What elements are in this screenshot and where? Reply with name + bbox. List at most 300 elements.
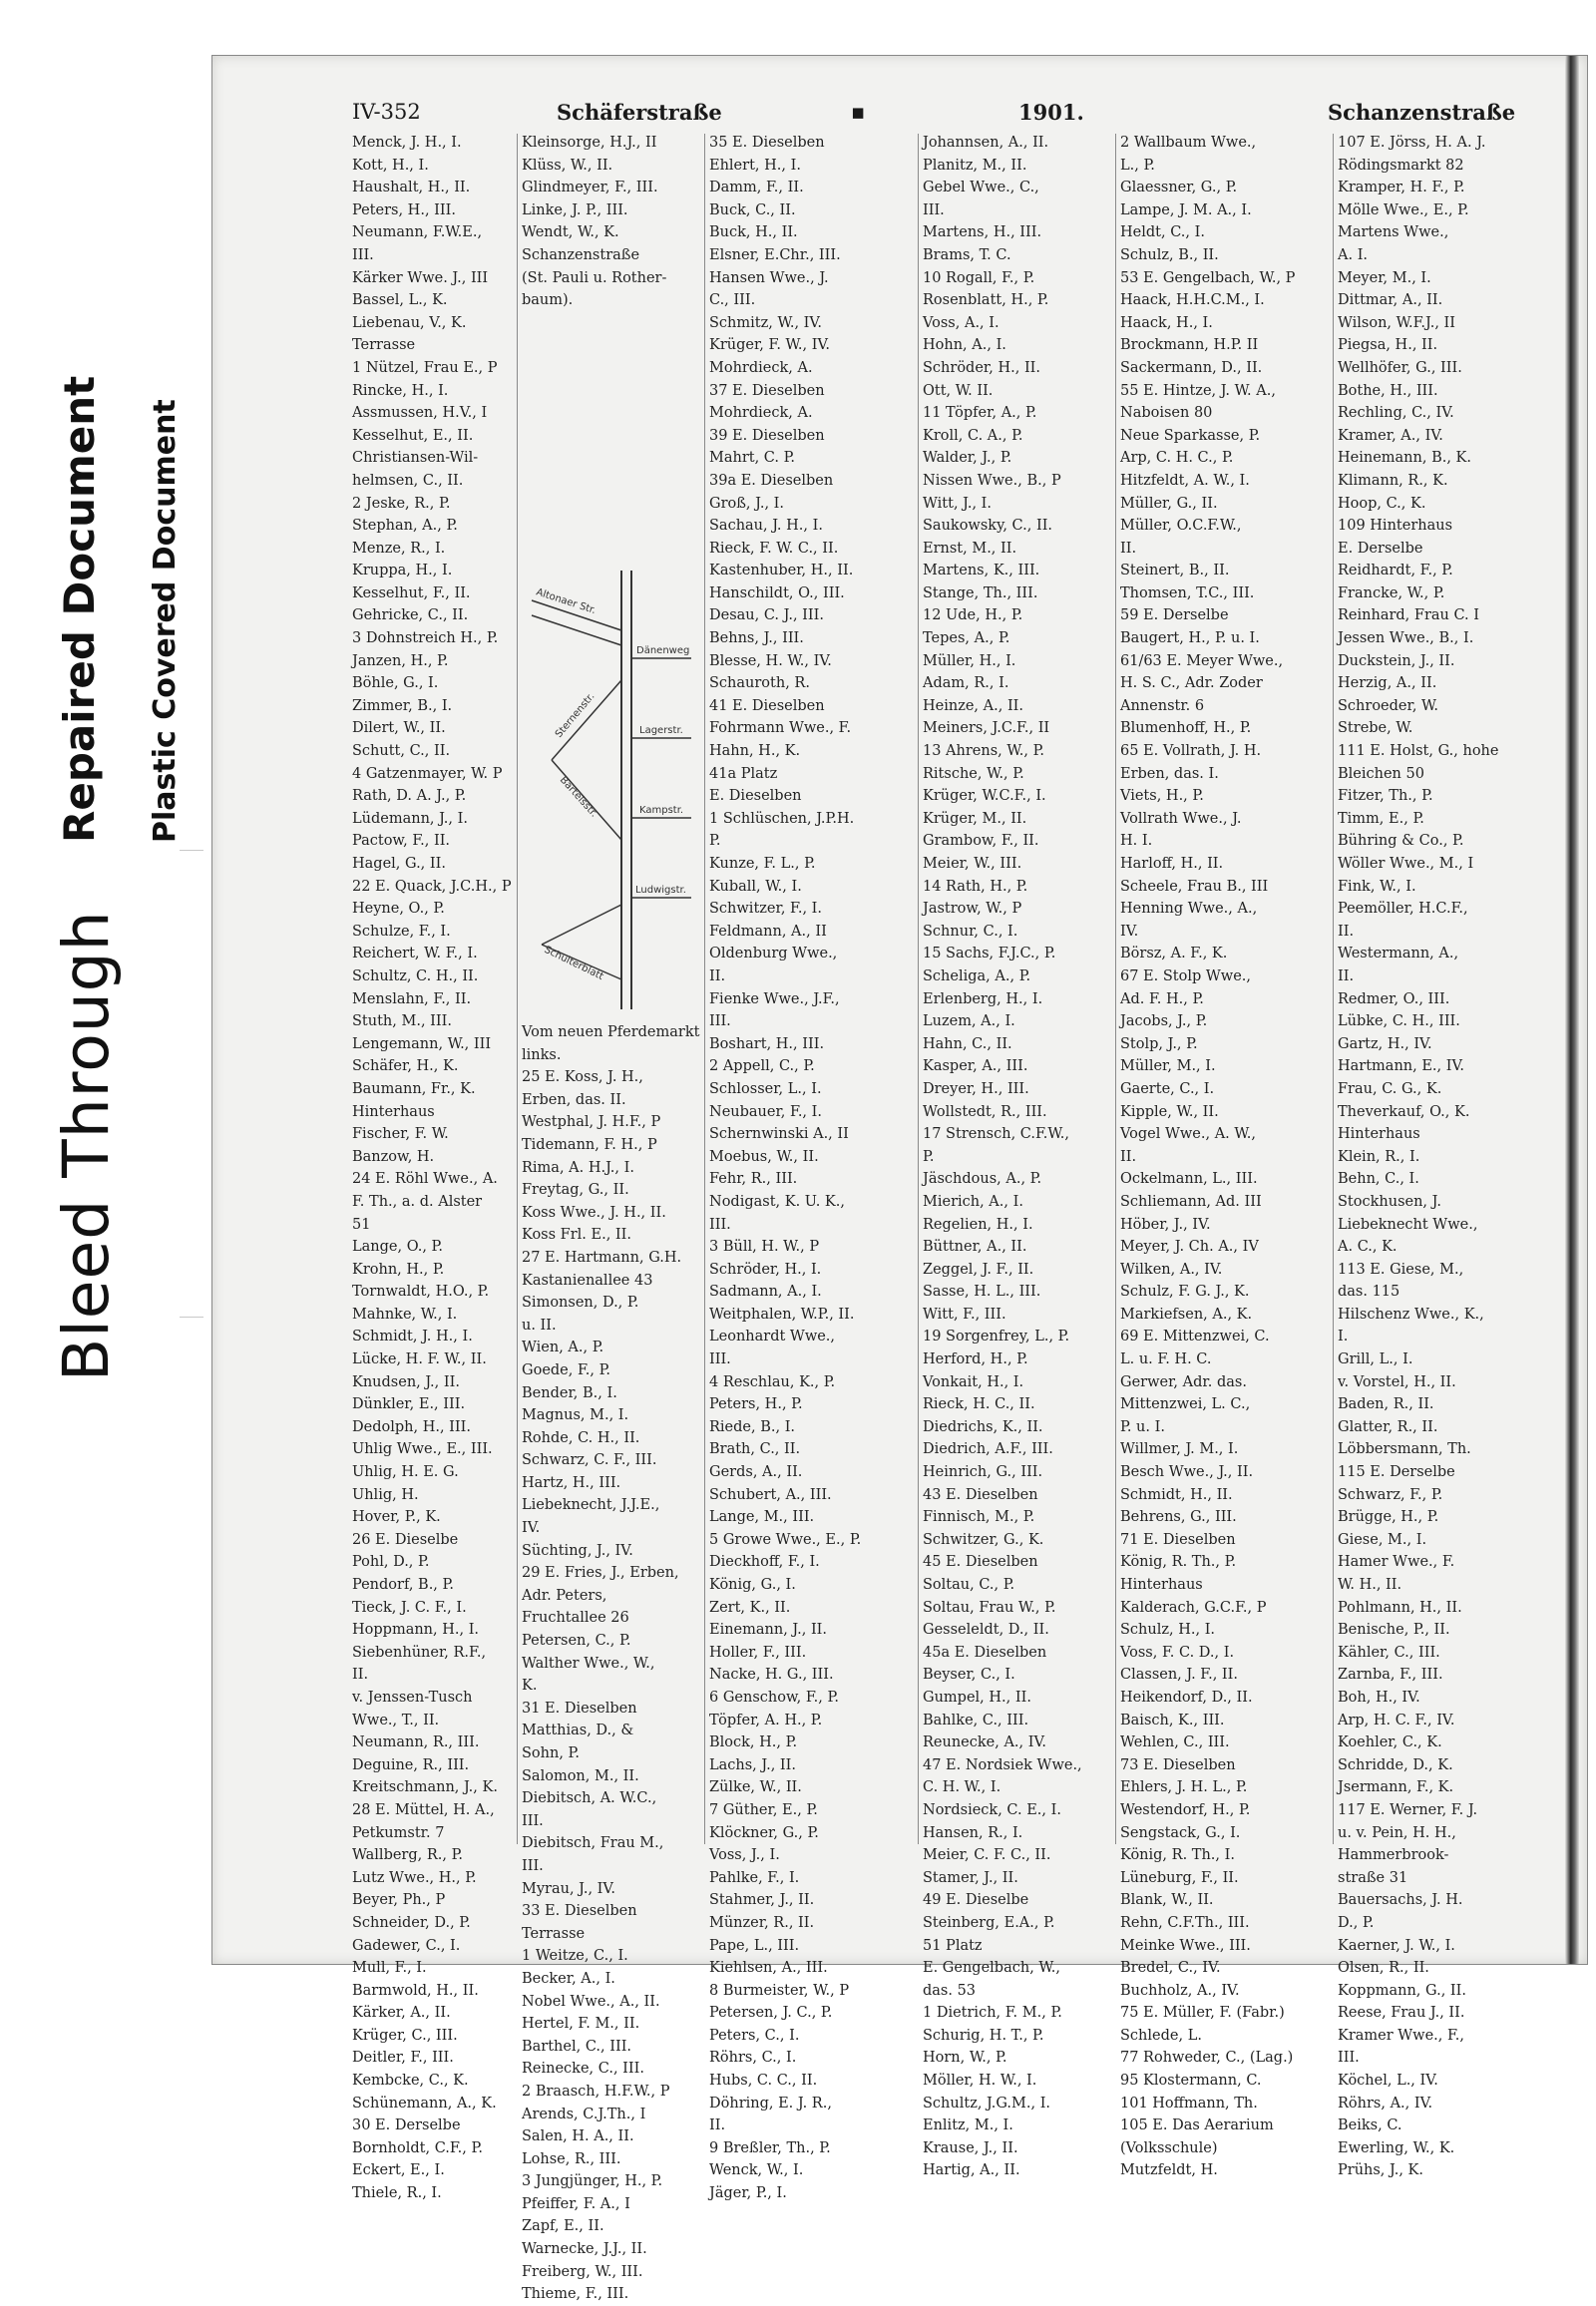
directory-entry: Baumann, Fr., K. — [352, 1080, 476, 1097]
map-label-ludwigstr: Ludwigstr. — [635, 885, 686, 896]
directory-entry: 73 E. Dieselben — [1120, 1756, 1236, 1773]
directory-entry: König, G., I. — [709, 1577, 796, 1593]
column-rule — [1115, 134, 1116, 1844]
directory-entry: Arends, C.J.Th., I — [522, 2106, 646, 2122]
directory-entry: Westphal, J. H.F., P — [522, 1114, 661, 1131]
map-label-daenenweg: Dänenweg — [636, 645, 690, 656]
directory-entry: III. — [522, 1857, 544, 1874]
directory-entry: Riede, B., I. — [709, 1418, 796, 1435]
directory-entry: Schultz, J.G.M., I. — [923, 2095, 1051, 2112]
directory-entry: 61/63 E. Meyer Wwe., — [1120, 652, 1284, 669]
directory-entry: Boh, H., IV. — [1338, 1689, 1420, 1706]
directory-entry: Münzer, R., II. — [709, 1914, 815, 1931]
directory-entry: Timm, E., P. — [1338, 810, 1424, 827]
directory-entry: Voss, F. C. D., I. — [1120, 1644, 1235, 1661]
directory-entry: Regelien, H., I. — [923, 1216, 1033, 1233]
directory-entry: Hagel, G., II. — [352, 856, 446, 872]
directory-entry: Jastrow, W., P — [923, 901, 1022, 918]
directory-entry: 51 — [352, 1216, 371, 1233]
directory-entry: Schnur, C., I. — [923, 923, 1018, 940]
directory-entry: (Volksschule) — [1120, 2139, 1218, 2156]
directory-entry: Behrens, G., III. — [1120, 1509, 1237, 1526]
directory-entry: Schauroth, R. — [709, 675, 810, 692]
year-heading: 1901. — [1018, 100, 1084, 125]
directory-entry: Liebeknecht Wwe., — [1338, 1216, 1478, 1233]
directory-entry: Enlitz, M., I. — [923, 2117, 1013, 2134]
directory-entry: Sadmann, A., I. — [709, 1284, 822, 1301]
directory-entry: Buck, H., II. — [709, 224, 798, 241]
directory-entry: 113 E. Giese, M., — [1338, 1261, 1464, 1278]
directory-entry: Schmidt, H., II. — [1120, 1486, 1233, 1503]
directory-entry: Harloff, H., II. — [1120, 856, 1224, 872]
directory-entry: Gartz, H., IV. — [1338, 1035, 1432, 1052]
directory-entry: Hansen Wwe., J. — [709, 269, 829, 286]
directory-entry: 4 Reschlau, K., P. — [709, 1373, 836, 1390]
directory-entry: Rödingsmarkt 82 — [1338, 157, 1464, 174]
directory-entry: Schubert, A., III. — [709, 1486, 832, 1503]
directory-entry: 107 E. Jörss, H. A. J. — [1338, 135, 1486, 151]
directory-entry: K. — [522, 1678, 538, 1695]
directory-entry: Lutz Wwe., H., P. — [352, 1869, 477, 1886]
directory-entry: Fohrmann Wwe., F. — [709, 720, 852, 737]
directory-entry: Haack, H.H.C.M., I. — [1120, 292, 1265, 309]
directory-entry: Schutt, C., II. — [352, 743, 451, 760]
directory-entry: P. — [923, 1148, 935, 1165]
directory-entry: Henning Wwe., A., — [1120, 901, 1258, 918]
directory-entry: 101 Hoffmann, Th. — [1120, 2095, 1258, 2112]
directory-entry: Lange, O., P. — [352, 1239, 443, 1256]
directory-column-3 — [709, 132, 913, 2202]
directory-entry: Rehn, C.F.Th., III. — [1120, 1914, 1250, 1931]
directory-entry: Luzem, A., I. — [923, 1013, 1015, 1030]
directory-entry: Schurig, H. T., P. — [923, 2027, 1044, 2044]
directory-entry: 45 E. Dieselben — [923, 1554, 1038, 1571]
directory-entry: Mölle Wwe., E., P. — [1338, 201, 1469, 218]
directory-entry: Bühring & Co., P. — [1338, 833, 1464, 850]
directory-entry: 51 Platz — [923, 1937, 983, 1954]
directory-entry: Meyer, M., I. — [1338, 269, 1431, 286]
directory-entry: 8 Burmeister, W., P — [709, 1982, 850, 1999]
directory-entry: Wwe., T., II. — [352, 1712, 440, 1729]
directory-entry: Büttner, A., II. — [923, 1239, 1027, 1256]
directory-entry: Wollstedt, R., III. — [923, 1103, 1047, 1120]
page-header — [352, 96, 1527, 136]
directory-entry: Lübke, C. H., III. — [1338, 1013, 1460, 1030]
directory-entry: Hohn, A., I. — [923, 337, 1006, 354]
directory-entry: König, R. Th., I. — [1120, 1847, 1235, 1864]
directory-entry: 117 E. Werner, F. J. — [1338, 1801, 1478, 1818]
directory-entry: Voss, J., I. — [709, 1847, 780, 1864]
directory-entry: Kott, H., I. — [352, 157, 429, 174]
directory-entry: Deguine, R., III. — [352, 1756, 470, 1773]
street-line — [532, 615, 621, 645]
directory-entry: Dilert, W., II. — [352, 720, 446, 737]
directory-entry: Krüger, M., II. — [923, 810, 1027, 827]
directory-entry: Banzow, H. — [352, 1148, 435, 1165]
directory-entry: Baden, R., II. — [1338, 1396, 1434, 1413]
directory-entry: Tidemann, F. H., P — [522, 1136, 657, 1153]
directory-entry: Köchel, L., IV. — [1338, 2073, 1438, 2090]
directory-entry: Diedrichs, K., II. — [923, 1418, 1043, 1435]
directory-entry: Dittmar, A., II. — [1338, 292, 1443, 309]
directory-entry: I. — [1338, 1329, 1349, 1345]
directory-entry: 37 E. Dieselben — [709, 382, 825, 399]
directory-entry: Beiks, C. — [1338, 2117, 1402, 2134]
directory-entry: Töpfer, A. H., P. — [709, 1712, 823, 1729]
directory-entry: A. C., K. — [1338, 1239, 1397, 1256]
directory-entry: Brügge, H., P. — [1338, 1509, 1439, 1526]
directory-entry: Hansen, R., I. — [923, 1824, 1023, 1841]
directory-entry: Schneider, D., P. — [352, 1914, 471, 1931]
directory-columns — [352, 132, 1527, 2303]
directory-entry: 4 Gatzenmayer, W. P — [352, 765, 503, 782]
directory-entry: Bender, B., I. — [522, 1384, 617, 1401]
directory-entry: Pfeiffer, F. A., I — [522, 2195, 630, 2212]
directory-entry: Salen, H. A., II. — [522, 2128, 634, 2145]
directory-entry: Hoop, C., K. — [1338, 495, 1426, 512]
directory-entry: Kramer Wwe., F., — [1338, 2027, 1465, 2044]
directory-entry: 5 Growe Wwe., E., P. — [709, 1531, 862, 1548]
directory-entry: Nacke, H. G., III. — [709, 1667, 834, 1684]
directory-entry: C. H. W., I. — [923, 1779, 1001, 1796]
directory-entry: Fehr, R., III. — [709, 1171, 798, 1188]
directory-entry: Neumann, R., III. — [352, 1734, 480, 1751]
directory-entry: Ehlers, J. H. L., P. — [1120, 1779, 1248, 1796]
directory-entry: Mohrdieck, A. — [709, 405, 813, 422]
directory-entry: Uhlig, H. E. G. — [352, 1464, 459, 1481]
column-rule — [704, 134, 705, 1844]
directory-entry: Schwitzer, G., K. — [923, 1531, 1044, 1548]
directory-entry: Fitzer, Th., P. — [1338, 788, 1433, 805]
directory-entry: Glaessner, G., P. — [1120, 180, 1238, 196]
directory-entry: Vonkait, H., I. — [923, 1373, 1024, 1390]
directory-entry: Jsermann, F., K. — [1338, 1779, 1454, 1796]
directory-entry: 11 Töpfer, A., P. — [923, 405, 1037, 422]
directory-entry: 1 Schlüschen, J.P.H. — [709, 810, 855, 827]
directory-entry: 41a Platz — [709, 765, 778, 782]
directory-entry: Martens, K., III. — [923, 563, 1040, 579]
directory-entry: Lohse, R., III. — [522, 2150, 621, 2167]
directory-entry: (St. Pauli u. Rother- — [522, 269, 667, 286]
directory-entry: Kipple, W., II. — [1120, 1103, 1219, 1120]
directory-entry: Lücke, H. F. W., II. — [352, 1351, 487, 1368]
directory-entry: Meier, W., III. — [923, 856, 1022, 872]
directory-entry: Meyer, J. Ch. A., IV — [1120, 1239, 1259, 1256]
directory-entry: 10 Rogall, F., P. — [923, 269, 1035, 286]
directory-entry: Kiehlsen, A., III. — [709, 1960, 828, 1977]
map-label-bartelsstr: Bartelsstr. — [557, 774, 599, 820]
directory-entry: Rosenblatt, H., P. — [923, 292, 1049, 309]
directory-entry: Wallberg, R., P. — [352, 1847, 464, 1864]
directory-entry: Bauersachs, J. H. — [1338, 1892, 1463, 1909]
directory-entry: Schulz, F. G. J., K. — [1120, 1284, 1250, 1301]
directory-entry: Tornwaldt, H.O., P. — [352, 1284, 490, 1301]
directory-entry: Vogel Wwe., A. W., — [1120, 1126, 1256, 1143]
directory-entry: Hubs, C. C., II. — [709, 2073, 818, 2090]
directory-entry: Wilken, A., IV. — [1120, 1261, 1223, 1278]
directory-entry: E. Derselbe — [1338, 540, 1423, 557]
directory-entry: Jacobs, J., P. — [1120, 1013, 1208, 1030]
column-2-bottom — [522, 1021, 699, 2306]
directory-entry: Damm, F., II. — [709, 180, 804, 196]
directory-entry: Thiele, R., I. — [352, 2185, 442, 2202]
directory-entry: 31 E. Dieselben — [522, 1700, 637, 1717]
directory-entry: Reinhard, Frau C. I — [1338, 607, 1479, 624]
directory-entry: II. — [1338, 967, 1355, 984]
directory-entry: 22 E. Quack, J.C.H., P — [352, 878, 512, 895]
directory-entry: Bahlke, C., III. — [923, 1712, 1029, 1729]
directory-entry: Planitz, M., II. — [923, 157, 1027, 174]
directory-entry: Stephan, A., P. — [352, 518, 458, 535]
directory-entry: Bredel, C., IV. — [1120, 1960, 1221, 1977]
directory-entry: Hartmann, E., IV. — [1338, 1058, 1465, 1075]
directory-entry: Müller, H., I. — [923, 652, 1016, 669]
directory-entry: Ockelmann, L., III. — [1120, 1171, 1258, 1188]
directory-entry: Baugert, H., P. u. I. — [1120, 630, 1260, 647]
directory-entry: Kastenhuber, H., II. — [709, 563, 854, 579]
directory-entry: Heinrich, G., III. — [923, 1464, 1043, 1481]
directory-entry: Gadewer, C., I. — [352, 1937, 461, 1954]
directory-entry: Koss Wwe., J. H., II. — [522, 1204, 666, 1221]
directory-entry: L., P. — [1120, 157, 1155, 174]
directory-entry: 105 E. Das Aerarium — [1120, 2117, 1274, 2134]
directory-entry: H. I. — [1120, 833, 1153, 850]
directory-entry: Soltau, Frau W., P. — [923, 1599, 1056, 1616]
directory-entry: Schulze, F., I. — [352, 923, 451, 940]
directory-entry: Kesselhut, E., II. — [352, 427, 474, 444]
directory-entry: Kastanienallee 43 — [522, 1272, 653, 1289]
directory-entry: u. v. Pein, H. H., — [1338, 1824, 1456, 1841]
directory-entry: Kasper, A., III. — [923, 1058, 1028, 1075]
directory-entry: Koehler, C., K. — [1338, 1734, 1442, 1751]
directory-entry: Blesse, H. W., IV. — [709, 652, 832, 669]
directory-entry: Pape, L., III. — [709, 1937, 800, 1954]
directory-entry: Hoppmann, H., I. — [352, 1622, 480, 1639]
directory-entry: Hartz, H., III. — [522, 1474, 621, 1491]
directory-entry: 49 E. Dieselbe — [923, 1892, 1029, 1909]
directory-entry: Heldt, C., I. — [1120, 224, 1205, 241]
directory-entry: Einemann, J., II. — [709, 1622, 828, 1639]
directory-entry: IV. — [522, 1520, 541, 1537]
directory-entry: Petkumstr. 7 — [352, 1824, 445, 1841]
directory-entry: 3 Dohnstreich H., P. — [352, 630, 499, 647]
directory-entry: 71 E. Dieselben — [1120, 1531, 1236, 1548]
directory-entry: 25 E. Koss, J. H., — [522, 1069, 643, 1086]
directory-entry: Gehricke, C., II. — [352, 607, 469, 624]
directory-entry: 77 Rohweder, C., (Lag.) — [1120, 2050, 1294, 2067]
directory-entry: Möller, H. W., I. — [923, 2073, 1037, 2090]
directory-entry: Heikendorf, D., II. — [1120, 1689, 1253, 1706]
directory-entry: 115 E. Derselbe — [1338, 1464, 1455, 1481]
directory-entry: II. — [1120, 540, 1137, 557]
street-map — [522, 561, 699, 1019]
directory-page — [211, 55, 1588, 2303]
banner-divider — [180, 850, 203, 851]
directory-entry: III. — [923, 201, 945, 218]
directory-column-5 — [1120, 132, 1328, 2179]
directory-entry: Tieck, J. C. F., I. — [352, 1599, 467, 1616]
directory-entry: 6 Genschow, F., P. — [709, 1689, 839, 1706]
directory-entry: Hartig, A., II. — [923, 2162, 1020, 2179]
directory-entry: Terrasse — [522, 1925, 586, 1942]
directory-entry: 2 Wallbaum Wwe., — [1120, 135, 1257, 151]
directory-entry: Duckstein, J., II. — [1338, 652, 1455, 669]
directory-entry: helmsen, C., II. — [352, 472, 464, 489]
directory-entry: Hinterhaus — [1120, 1577, 1203, 1593]
directory-entry: Thomsen, T.C., III. — [1120, 584, 1255, 601]
directory-entry: Arp, C. H. C., P. — [1120, 450, 1234, 467]
directory-entry: III. — [709, 1351, 731, 1368]
directory-entry: 27 E. Hartmann, G.H. — [522, 1249, 682, 1266]
directory-entry: Witt, F., III. — [923, 1306, 1006, 1323]
directory-entry: Schröder, H., II. — [923, 359, 1041, 376]
directory-entry: baum). — [522, 292, 574, 309]
directory-entry: Reidhardt, F., P. — [1338, 563, 1453, 579]
directory-entry: 7 Güther, E., P. — [709, 1801, 818, 1818]
directory-entry: Prühs, J., K. — [1338, 2162, 1423, 2179]
directory-entry: Hahn, C., II. — [923, 1035, 1012, 1052]
directory-entry: Eckert, E., I. — [352, 2162, 445, 2179]
directory-entry: Brath, C., II. — [709, 1441, 801, 1458]
directory-entry: 47 E. Nordsiek Wwe., — [923, 1756, 1082, 1773]
directory-entry: 69 E. Mittenzwei, C. — [1120, 1329, 1270, 1345]
directory-entry: Dünkler, E., III. — [352, 1396, 466, 1413]
directory-entry: Schanzenstraße — [522, 246, 640, 263]
column-rule — [517, 134, 518, 1844]
directory-entry: Witt, J., I. — [923, 495, 993, 512]
directory-entry: Theverkauf, O., K. — [1338, 1103, 1470, 1120]
directory-entry: Nordsieck, C. E., I. — [923, 1801, 1061, 1818]
directory-entry: Jessen Wwe., B., I. — [1338, 630, 1474, 647]
directory-entry: Knudsen, J., II. — [352, 1373, 460, 1390]
directory-entry: Uhlig, H. — [352, 1486, 419, 1503]
directory-entry: IV. — [1120, 923, 1139, 940]
directory-entry: Blumenhoff, H., P. — [1120, 720, 1252, 737]
directory-entry: 24 E. Röhl Wwe., A. — [352, 1171, 498, 1188]
directory-entry: Koppmann, G., II. — [1338, 1982, 1466, 1999]
directory-entry: Röhrs, C., I. — [709, 2050, 797, 2067]
street-heading-right: Schanzenstraße — [1328, 100, 1516, 125]
map-label-schulterblatt: Schulterblatt — [542, 944, 605, 983]
directory-entry: Fruchtallee 26 — [522, 1610, 629, 1627]
directory-entry: Fischer, F. W. — [352, 1126, 449, 1143]
directory-entry: Klöckner, G., P. — [709, 1824, 819, 1841]
directory-entry: Ernst, M., II. — [923, 540, 1017, 557]
directory-entry: Feldmann, A., II — [709, 923, 827, 940]
directory-entry: Kesselhut, F., II. — [352, 584, 471, 601]
directory-entry: 17 Strensch, C.F.W., — [923, 1126, 1069, 1143]
directory-entry: Simonsen, D., P. — [522, 1295, 639, 1312]
directory-entry: Buck, C., II. — [709, 201, 796, 218]
directory-entry: Beyer, Ph., P — [352, 1892, 446, 1909]
directory-column-4 — [923, 132, 1110, 2179]
directory-entry: Zapf, E., II. — [522, 2218, 604, 2235]
directory-entry: Martens, H., III. — [923, 224, 1042, 241]
directory-entry: Fienke Wwe., J.F., — [709, 990, 840, 1007]
directory-entry: Grambow, F., II. — [923, 833, 1039, 850]
directory-entry: Pohlmann, H., II. — [1338, 1599, 1462, 1616]
directory-entry: 65 E. Vollrath, J. H. — [1120, 743, 1262, 760]
directory-entry: Zeggel, J. F., II. — [923, 1261, 1034, 1278]
banner-divider — [180, 1317, 203, 1318]
directory-entry: 111 E. Holst, G., hohe — [1338, 743, 1499, 760]
directory-entry: Kramer, A., IV. — [1338, 427, 1443, 444]
bleed-through-label: Bleed Through — [50, 910, 123, 1381]
directory-entry: 19 Sorgenfrey, L., P. — [923, 1329, 1070, 1345]
directory-entry: Barthel, C., III. — [522, 2038, 632, 2055]
directory-entry: Rima, A. H.J., I. — [522, 1159, 634, 1176]
directory-entry: Rath, D. A. J., P. — [352, 788, 467, 805]
directory-entry: Mahnke, W., I. — [352, 1306, 458, 1323]
directory-entry: Stahmer, J., II. — [709, 1892, 815, 1909]
directory-entry: 75 E. Müller, F. (Fabr.) — [1120, 2005, 1285, 2022]
directory-entry: Krüger, F. W., IV. — [709, 337, 831, 354]
directory-entry: Müller, G., II. — [1120, 495, 1218, 512]
directory-entry: Finnisch, M., P. — [923, 1509, 1035, 1526]
directory-entry: Matthias, D., & — [522, 1723, 634, 1739]
directory-entry: Süchting, J., IV. — [522, 1542, 633, 1559]
directory-column-6 — [1338, 132, 1547, 2179]
directory-entry: Nissen Wwe., B., P — [923, 472, 1061, 489]
directory-entry: Dreyer, H., III. — [923, 1080, 1029, 1097]
directory-entry: II. — [709, 967, 726, 984]
page-binding-edge — [1565, 56, 1579, 1964]
directory-entry: E. Gengelbach, W., — [923, 1960, 1060, 1977]
directory-entry: Krüger, W.C.F., I. — [923, 788, 1046, 805]
directory-entry: das. 53 — [923, 1982, 977, 1999]
directory-entry: Warnecke, J.J., II. — [522, 2241, 647, 2258]
directory-entry: Gerds, A., II. — [709, 1464, 803, 1481]
directory-entry: Mittenzwei, L. C., — [1120, 1396, 1251, 1413]
directory-entry: Wenck, W., I. — [709, 2162, 804, 2179]
directory-entry: Wien, A., P. — [522, 1340, 604, 1356]
directory-entry: Sachau, J. H., I. — [709, 518, 823, 535]
directory-entry: Mutzfeldt, H. — [1120, 2162, 1218, 2179]
directory-entry: Markiefsen, A., K. — [1120, 1306, 1253, 1323]
directory-entry: Boshart, H., III. — [709, 1035, 825, 1052]
column-rule — [1333, 134, 1334, 1844]
directory-entry: Schultz, C. H., II. — [352, 967, 479, 984]
directory-entry: Meier, C. F. C., II. — [923, 1847, 1051, 1864]
scan-banner — [0, 50, 211, 1962]
directory-entry: 3 Jungjünger, H., P. — [522, 2173, 663, 2190]
directory-entry: A. I. — [1338, 246, 1369, 263]
directory-entry: Pohl, D., P. — [352, 1554, 430, 1571]
directory-entry: Besch Wwe., J., II. — [1120, 1464, 1254, 1481]
directory-entry: Piegsa, H., II. — [1338, 337, 1438, 354]
directory-entry: 1 Dietrich, F. M., P. — [923, 2005, 1062, 2022]
directory-entry: Lange, M., III. — [709, 1509, 815, 1526]
directory-entry: Peters, C., I. — [709, 2027, 800, 2044]
directory-entry: u. II. — [522, 1317, 557, 1334]
directory-entry: Höber, J., IV. — [1120, 1216, 1211, 1233]
directory-entry: Haack, H., I. — [1120, 314, 1213, 331]
directory-entry: Hanschildt, O., III. — [709, 584, 845, 601]
directory-entry: II. — [1120, 1148, 1137, 1165]
directory-entry: Martens Wwe., — [1338, 224, 1449, 241]
directory-entry: Lampe, J. M. A., I. — [1120, 201, 1252, 218]
directory-entry: Leonhardt Wwe., — [709, 1329, 836, 1345]
directory-entry: Heyne, O., P. — [352, 901, 445, 918]
directory-entry: Peemöller, H.C.F., — [1338, 901, 1468, 918]
directory-entry: Viets, H., P. — [1120, 788, 1204, 805]
directory-entry: Liebenau, V., K. — [352, 314, 467, 331]
directory-entry: Block, H., P. — [709, 1734, 798, 1751]
directory-entry: Ritsche, W., P. — [923, 765, 1024, 782]
directory-entry: Holler, F., III. — [709, 1644, 807, 1661]
directory-entry: Ehlert, H., I. — [709, 157, 801, 174]
directory-entry: Kramper, H. F., P. — [1338, 180, 1465, 196]
